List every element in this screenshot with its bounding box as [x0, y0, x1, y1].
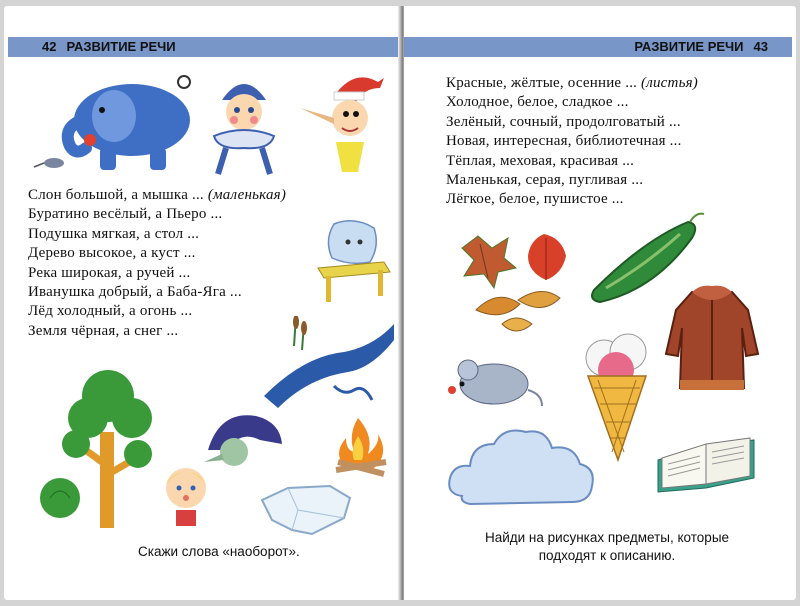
right-line-2: Холодное, белое, сладкое ... — [446, 94, 629, 111]
left-page — [4, 6, 400, 600]
right-caption-line-1: Найди на рисунках предметы, которые — [484, 530, 730, 545]
right-line-6: Маленькая, серая, пугливая ... — [446, 172, 644, 189]
pillow-table-illustration — [314, 216, 394, 306]
left-line-8: Земля чёрная, а снег ... — [28, 322, 179, 339]
right-line-1: Красные, жёлтые, осенние ... (листья) — [446, 75, 698, 91]
right-page-number: 43 — [753, 39, 768, 54]
left-line-4: Дерево высокое, а куст ... — [28, 245, 196, 262]
right-section-title: РАЗВИТИЕ РЕЧИ — [634, 39, 744, 54]
right-caption-line-2: подходят к описанию. — [538, 548, 676, 563]
elephant-mouse-illustration — [32, 68, 202, 178]
right-exercise-text — [446, 74, 698, 210]
autumn-leaves-illustration — [458, 228, 578, 348]
left-line-2: Буратино весёлый, а Пьеро ... — [28, 206, 223, 223]
left-page-number: 42 — [42, 39, 57, 54]
ice-illustration — [258, 482, 354, 540]
right-line-4: Новая, интересная, библиотечная ... — [446, 133, 682, 150]
left-page-instruction: Скажи слова «наоборот». — [138, 544, 300, 559]
left-page-header — [8, 37, 400, 57]
right-page-instruction — [452, 529, 762, 565]
right-line-7: Лёгкое, белое, пушистое ... — [446, 191, 624, 208]
right-page-header — [404, 37, 792, 57]
left-exercise-text — [28, 186, 286, 341]
right-page — [404, 6, 796, 600]
river-illustration — [264, 316, 396, 408]
mouse-illustration — [446, 350, 546, 414]
pinocchio-illustration — [294, 68, 394, 178]
right-line-5: Тёплая, меховая, красивая ... — [446, 152, 635, 169]
campfire-illustration — [330, 414, 392, 478]
left-line-1: Слон большой, а мышка ... (маленькая) — [28, 187, 287, 203]
book-illustration — [654, 434, 758, 498]
fur-coat-illustration — [662, 284, 762, 394]
left-line-3: Подушка мягкая, а стол ... — [28, 225, 200, 242]
tree-bush-illustration — [40, 362, 160, 532]
left-line-7: Лёд холодный, а огонь ... — [28, 303, 193, 320]
right-line-3: Зелёный, сочный, продолговатый ... — [446, 113, 681, 130]
left-line-6: Иванушка добрый, а Баба-Яга ... — [28, 284, 242, 301]
cloud-illustration — [446, 422, 596, 516]
pierrot-illustration — [204, 70, 284, 180]
left-line-5: Река широкая, а ручей ... — [28, 264, 191, 281]
left-section-title: РАЗВИТИЕ РЕЧИ — [66, 39, 176, 54]
ivanushka-illustration — [158, 458, 214, 528]
